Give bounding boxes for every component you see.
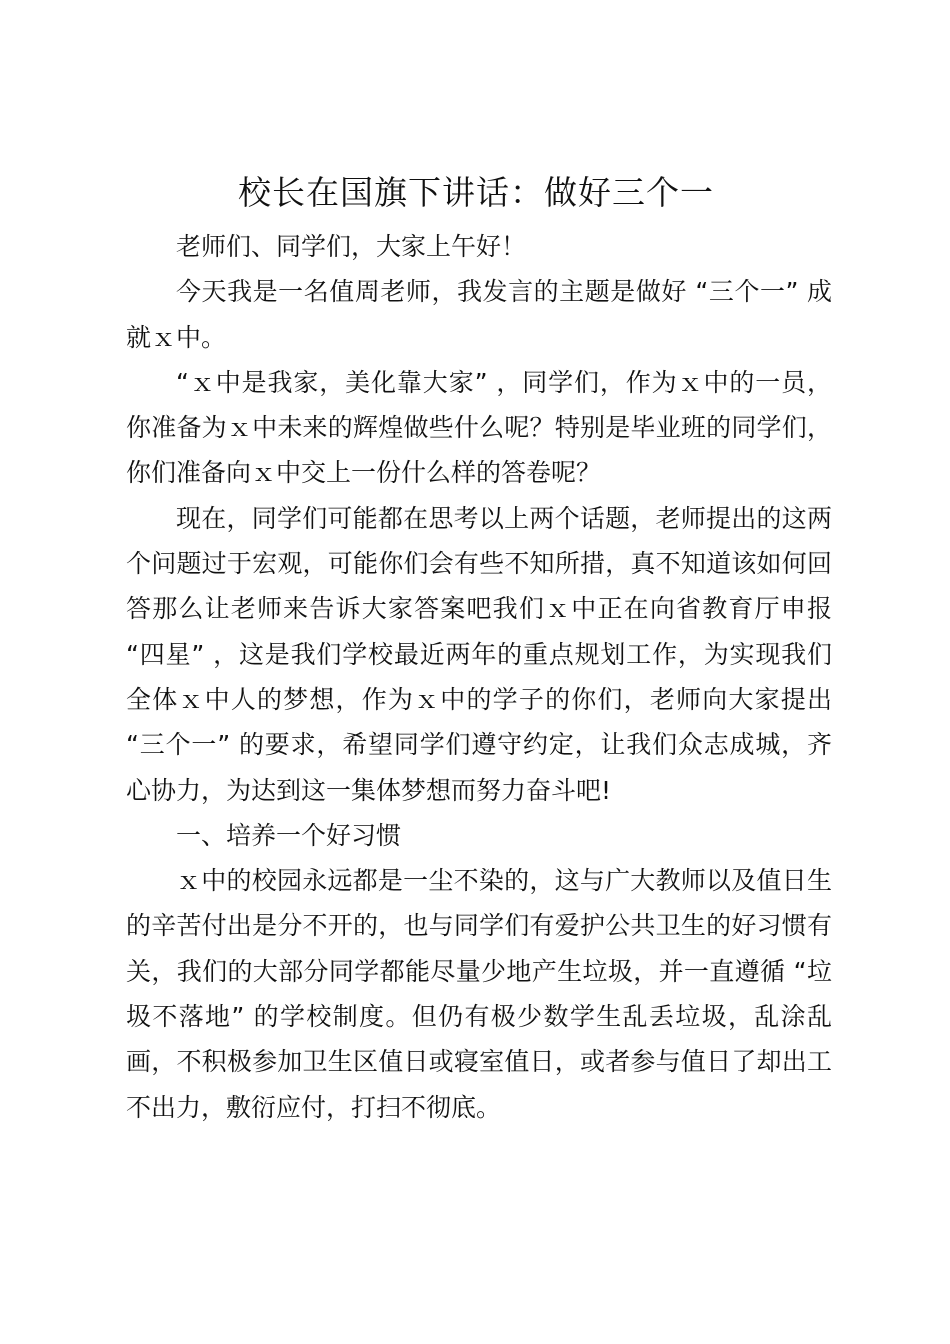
paragraph-answer: 现在，同学们可能都在思考以上两个话题，老师提出的这两个问题过于宏观，可能你们会有些不知所措，真不知道该如何回答那么让老师来告诉大家答案吧我们ｘ中正在向省教育厅申报 “四星” ，这是我们学校最近两年的重点规划工作，为实现我们全体ｘ中人的梦想，作为ｘ中的学子的你们，老师向大家提出 “三个一” 的要求，希望同学们遵守约定，让我们众志成城，齐心协力，为达到这一集体梦想而努力奋斗吧! bbox=[126, 503, 832, 805]
document-body bbox=[126, 224, 832, 1130]
section-heading-habit: 一、培养一个好习惯 bbox=[176, 820, 402, 850]
paragraph-topic: 今天我是一名值周老师，我发言的主题是做好 “三个一” 成就ｘ中。 bbox=[126, 277, 832, 352]
document-title: 校长在国旗下讲话：做好三个一 bbox=[238, 173, 714, 212]
paragraph-question: “ｘ中是我家，美化靠大家” ，同学们，作为ｘ中的一员，你准备为ｘ中未来的辉煌做些什么呢？特别是毕业班的同学们，你们准备向ｘ中交上一份什么样的答卷呢？ bbox=[126, 367, 832, 488]
paragraph-greeting: 老师们、同学们，大家上午好！ bbox=[176, 232, 527, 261]
paragraph-habit: ｘ中的校园永远都是一尘不染的，这与广大教师以及值日生的辛苦付出是分不开的，也与同学们有爱护公共卫生的好习惯有关，我们的大部分同学都能尽量少地产生垃圾，并一直遵循 “垃圾不落地” 的学校制度。但仍有极少数学生乱丢垃圾，乱涂乱画，不积极参加卫生区值日或寝室值日，或者参与值日了却出工不出力，敷衍应付，打扫不彻底。 bbox=[126, 866, 832, 1122]
